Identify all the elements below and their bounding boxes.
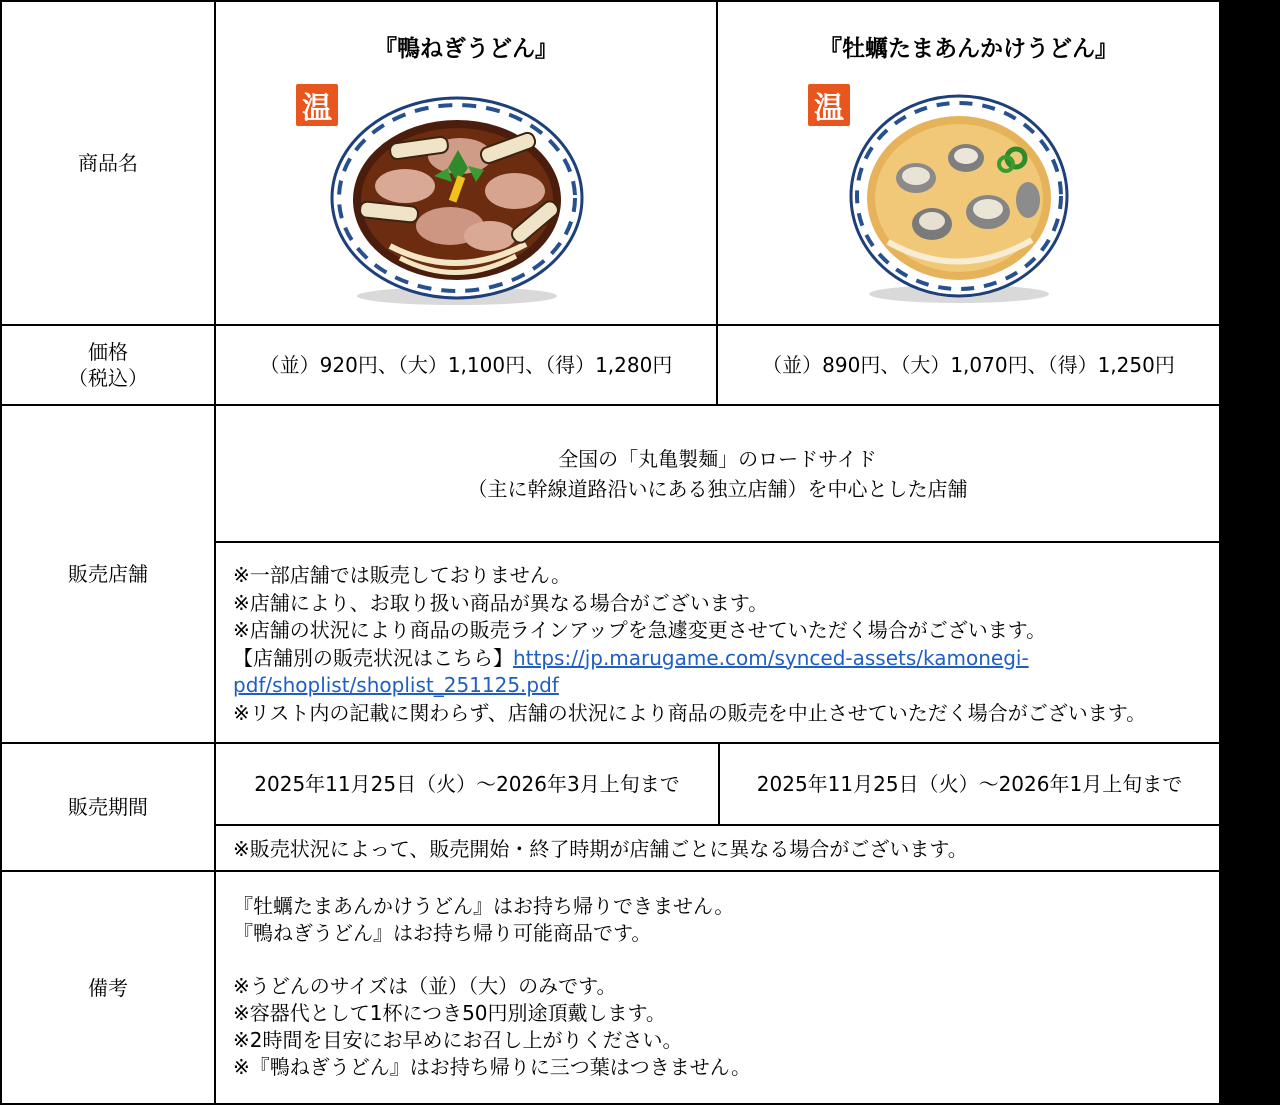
period-kamo-negi: 2025年11月25日（火）～2026年3月上旬まで [254, 772, 680, 796]
kamo-negi-udon-image [330, 96, 584, 306]
shoplist-link-cont[interactable]: pdf/shoplist/shoplist_251125.pdf [233, 673, 559, 697]
note-line-2: 『鴨ねぎうどん』はお持ち帰り可能商品です。 [233, 921, 652, 946]
stores-notes [233, 562, 1213, 727]
stores-note-2: ※店舗により、お取り扱い商品が異なる場合がございます。 [233, 590, 769, 615]
kaki-tama-ankake-udon-image [848, 92, 1070, 304]
stores-main [216, 406, 1219, 541]
label-price-line1: 価格 [88, 340, 128, 364]
stores-note-1: ※一部店舗では販売しておりません。 [233, 563, 571, 587]
column-divider [214, 0, 216, 1105]
period-note: ※販売状況によって、販売開始・終了時期が店舗ごとに異なる場合がございます。 [233, 837, 968, 861]
period-kaki-tama: 2025年11月25日（火）～2026年1月上旬まで [756, 772, 1183, 796]
stores-note-4: ※リスト内の記載に関わらず、店舗の状況により商品の販売を中止させていただく場合がございます。 [233, 700, 1147, 725]
price-kamo-negi: （並）920円、（大）1,100円、（得）1,280円 [259, 353, 673, 377]
label-product-name: 商品名 [78, 151, 138, 175]
note-line-4: ※容器代として1杯につき50円別途頂戴します。 [233, 1000, 666, 1025]
note-line-1: 『牡蠣たまあんかけうどん』はお持ち帰りできません。 [233, 894, 735, 918]
stores-link-line [233, 645, 1213, 673]
product-name-kamo-negi: 『鴨ねぎうどん』 [374, 36, 558, 62]
label-stores: 販売店舗 [68, 562, 148, 586]
note-line-3: ※うどんのサイズは（並）（大）のみです。 [233, 973, 617, 998]
stores-link-prefix: 【店舗別の販売状況はこちら】 [233, 645, 513, 670]
page-edge [1219, 0, 1280, 1105]
stores-note-3: ※店舗の状況により商品の販売ラインアップを急遽変更させていただく場合がございます。 [233, 618, 1047, 642]
price-kaki-tama: （並）890円、（大）1,070円、（得）1,250円 [762, 353, 1175, 377]
label-period: 販売期間 [68, 795, 148, 819]
product-name-kaki-tama: 『牡蠣たまあんかけうどん』 [819, 36, 1118, 62]
row-divider [215, 824, 1219, 826]
note-line-6: ※『鴨ねぎうどん』はお持ち帰りに三つ葉はつきません。 [233, 1055, 751, 1080]
row-divider [215, 541, 1219, 543]
hot-badge-icon: 温 [808, 84, 850, 126]
label-notes: 備考 [88, 975, 128, 1000]
note-line-5: ※2時間を目安にお早めにお召し上がりください。 [233, 1028, 683, 1053]
shoplist-link[interactable]: https://jp.marugame.com/synced-assets/kamonegi- [513, 645, 1029, 670]
notes-block [233, 893, 1213, 1082]
label-price-line2: （税込） [68, 366, 148, 390]
stores-main-line1: 全国の「丸亀製麺」のロードサイド [558, 446, 877, 471]
label-price [2, 326, 214, 404]
note-line-blank [233, 948, 1213, 973]
stores-main-line2: （主に幹線道路沿いにある独立店舗）を中心とした店舗 [467, 476, 968, 501]
hot-badge-icon: 温 [296, 84, 338, 126]
stores-link-line2 [233, 672, 1213, 700]
